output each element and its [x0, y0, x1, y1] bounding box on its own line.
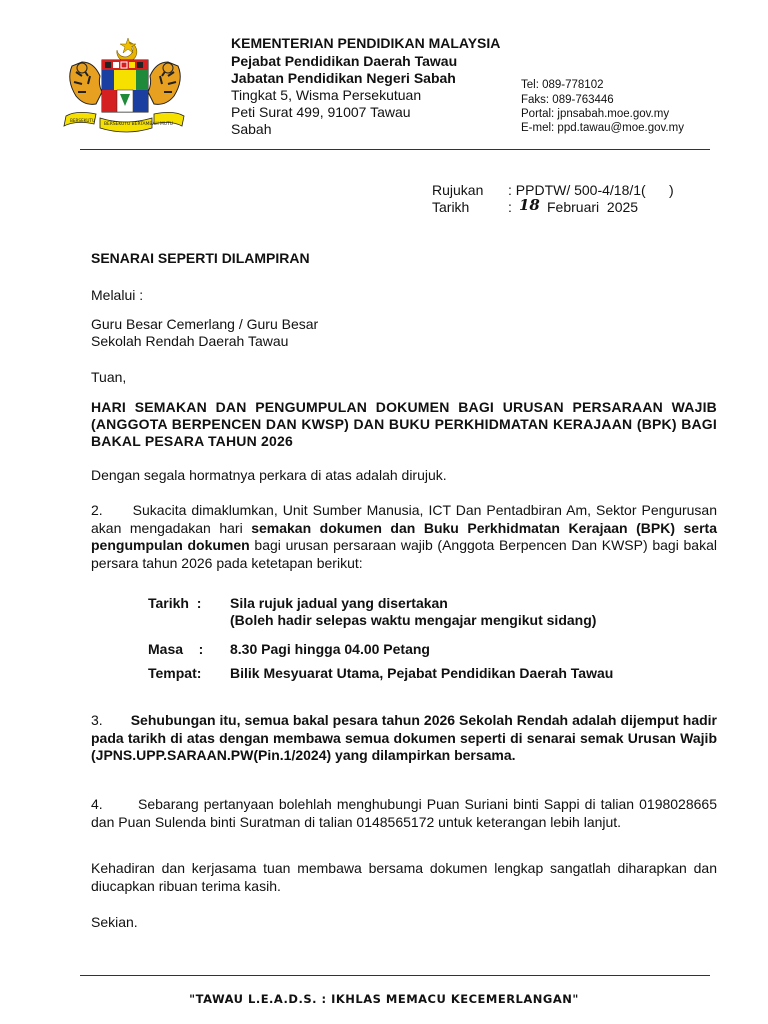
- header-divider: [80, 149, 710, 150]
- paragraph-3-text: Sehubungan itu, semua bakal pesara tahun 2026 Sekolah Rendah adalah dijemput hadir pada tarikh di atas dengan membawa semua dokumen seperti di senarai semak Urusan Wajib (JPNS.UPP.SARAAN.PW(Pin.1/2024) yang dilampirkan bersama.: [91, 712, 718, 763]
- paragraph-2-number: 2.: [91, 502, 103, 518]
- letter-subject: HARI SEMAKAN DAN PENGUMPULAN DOKUMEN BAGI URUSAN PERSARAAN WAJIB (ANGGOTA BERPENCEN DAN KWSP) DAN BUKU PERKHIDMATAN KERAJAAN (BPK) BAGI BAKAL PESARA TAHUN 2026: [91, 399, 717, 449]
- paragraph-2-text-a: Sukacita dimaklumkan, Unit Sumber Manusia, ICT Dan Pentadbiran Am, Sektor Pengurusan akan mengadakan hari: [91, 502, 717, 536]
- address-line-1: Tingkat 5, Wisma Persekutuan: [231, 87, 422, 103]
- salutation: Tuan,: [91, 369, 127, 385]
- recipient-list-heading: SENARAI SEPERTI DILAMPIRAN: [91, 250, 310, 266]
- email-address: E-mel: ppd.tawau@moe.gov.my: [521, 122, 684, 134]
- telephone: Tel: 089-778102: [521, 79, 604, 91]
- tarikh-day-handwritten: 18: [519, 196, 540, 214]
- crest-ribbon-text: BERSEKUTU: [70, 118, 96, 123]
- paragraph-1: Dengan segala hormatnya perkara di atas adalah dirujuk.: [91, 467, 447, 483]
- department-name: Jabatan Pendidikan Negeri Sabah: [231, 70, 456, 86]
- closing: Sekian.: [91, 914, 138, 930]
- paragraph-3-number: 3.: [91, 712, 103, 728]
- tarikh-colon: :: [508, 199, 512, 215]
- tarikh-label: Tarikh: [432, 199, 470, 215]
- portal-url: Portal: jpnsabah.moe.gov.my: [521, 108, 670, 120]
- ministry-name: KEMENTERIAN PENDIDIKAN MALAYSIA: [231, 35, 501, 51]
- detail-tarikh-label: Tarikh :: [148, 595, 202, 611]
- detail-tempat-label: Tempat:: [148, 665, 202, 681]
- detail-masa-value: 8.30 Pagi hingga 04.00 Petang: [230, 641, 430, 657]
- paragraph-4-number: 4.: [91, 796, 103, 812]
- paragraph-5: Kehadiran dan kerjasama tuan membawa bersama dokumen lengkap sangatlah diharapkan dan diucapkan ribuan terima kasih.: [91, 860, 717, 894]
- paragraph-4: [91, 796, 717, 831]
- tarikh-month-year: Februari 2025: [547, 199, 639, 215]
- paragraph-3: [91, 712, 717, 765]
- paragraph-2-text-c: bagi urusan persaraan wajib (Anggota Berpencen Dan KWSP) bagi bakal persara tahun 2026 pada ketetapan berikut:: [91, 537, 717, 571]
- office-name: Pejabat Pendidikan Daerah Tawau: [231, 53, 458, 69]
- footer-divider: [80, 975, 710, 976]
- detail-masa-label: Masa :: [148, 641, 204, 657]
- rujukan-value: : PPDTW/ 500-4/18/1( ): [508, 182, 674, 198]
- rujukan-label: Rujukan: [432, 182, 484, 198]
- detail-tarikh-value: Sila rujuk jadual yang disertakan: [230, 595, 448, 611]
- paragraph-4-text: Sebarang pertanyaan bolehlah menghubungi Puan Suriani binti Sappi di talian 0198028665 dan Puan Sulenda binti Suratman di talian 0148565172 untuk keterangan lebih lanjut.: [91, 796, 717, 830]
- recipient-line-1: Guru Besar Cemerlang / Guru Besar: [91, 316, 319, 332]
- address-line-2: Peti Surat 499, 91007 Tawau: [231, 104, 411, 120]
- malaysia-coat-of-arms-logo: [62, 36, 188, 136]
- recipient-line-2: Sekolah Rendah Daerah Tawau: [91, 333, 289, 349]
- address-line-3: Sabah: [231, 121, 272, 137]
- fax: Faks: 089-763446: [521, 94, 614, 106]
- detail-tempat-value: Bilik Mesyuarat Utama, Pejabat Pendidikan Daerah Tawau: [230, 665, 614, 681]
- footer-motto: "TAWAU L.E.A.D.S. : IKHLAS MEMACU KECEMERLANGAN": [189, 992, 579, 1006]
- detail-tarikh-note: (Boleh hadir selepas waktu mengajar mengikut sidang): [230, 612, 597, 628]
- paragraph-2-bold-text: semakan dokumen dan Buku Perkhidmatan Kerajaan (BPK) serta pengumpulan dokumen: [91, 519, 717, 553]
- paragraph-2: [91, 502, 717, 572]
- via-label: Melalui :: [91, 287, 144, 303]
- crest-motto-text: BERSEKUTU BERTAMBAH MUTU: [104, 122, 173, 127]
